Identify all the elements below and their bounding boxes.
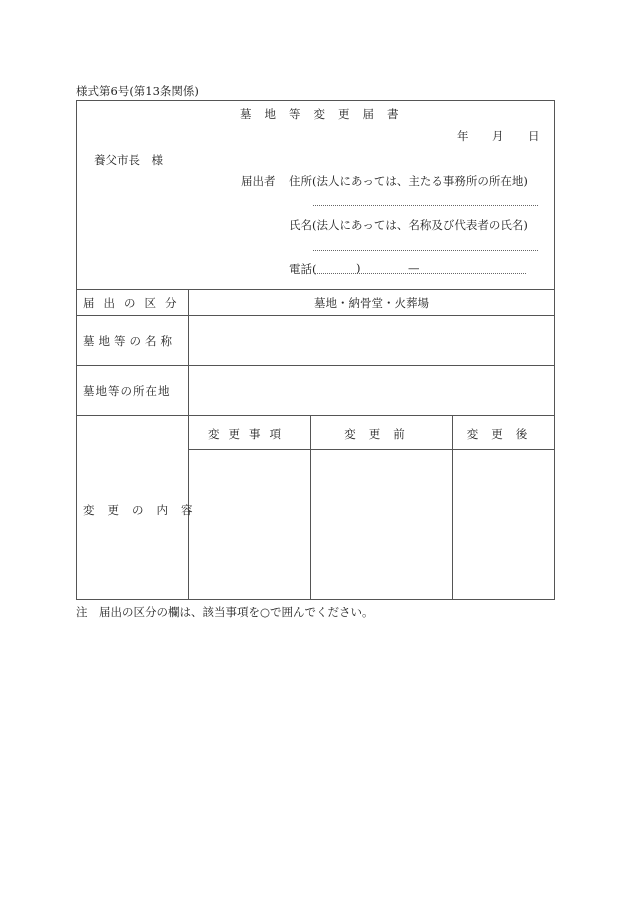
change-before-field[interactable]: [311, 450, 451, 599]
change-item-field[interactable]: [189, 450, 309, 599]
address-label: 住所(法人にあっては、主たる事務所の所在地): [289, 174, 528, 188]
category-options[interactable]: 墓地・納骨堂・火葬場: [314, 296, 429, 310]
name-row-label: 墓地等の名称: [83, 334, 176, 348]
phone-label: 電話(: [289, 262, 317, 276]
date-month[interactable]: 月: [492, 129, 504, 143]
name-field[interactable]: [189, 316, 554, 364]
name-input-line[interactable]: [313, 250, 538, 251]
change-after-field[interactable]: [453, 450, 554, 599]
footnote: 注 届出の区分の欄は、該当事項を○で囲んでください。: [76, 605, 374, 619]
row-divider: [76, 415, 555, 416]
addressee: 養父市長 様: [94, 153, 163, 167]
phone-paren-close: ): [356, 261, 361, 275]
row-divider: [76, 289, 555, 290]
column-header-item: 変更事項: [208, 427, 290, 441]
location-field[interactable]: [189, 366, 554, 414]
form-number: 様式第6号(第13条関係): [76, 84, 199, 98]
applicant-label: 届出者: [241, 174, 276, 188]
phone-dash: —: [408, 261, 420, 275]
form-title: 墓地等変更届書: [240, 107, 412, 121]
address-input-line[interactable]: [313, 205, 538, 206]
column-header-after: 変更後: [466, 427, 541, 441]
column-header-before: 変更前: [344, 427, 418, 441]
changes-row-label: 変更の内容: [83, 503, 206, 517]
category-label: 届出の区分: [83, 296, 186, 310]
phone-input-line[interactable]: [314, 273, 526, 274]
date-day[interactable]: 日: [528, 129, 540, 143]
date-year[interactable]: 年: [457, 129, 469, 143]
name-label: 氏名(法人にあっては、名称及び代表者の氏名): [289, 218, 528, 232]
location-row-label: 墓地等の所在地: [83, 384, 171, 398]
